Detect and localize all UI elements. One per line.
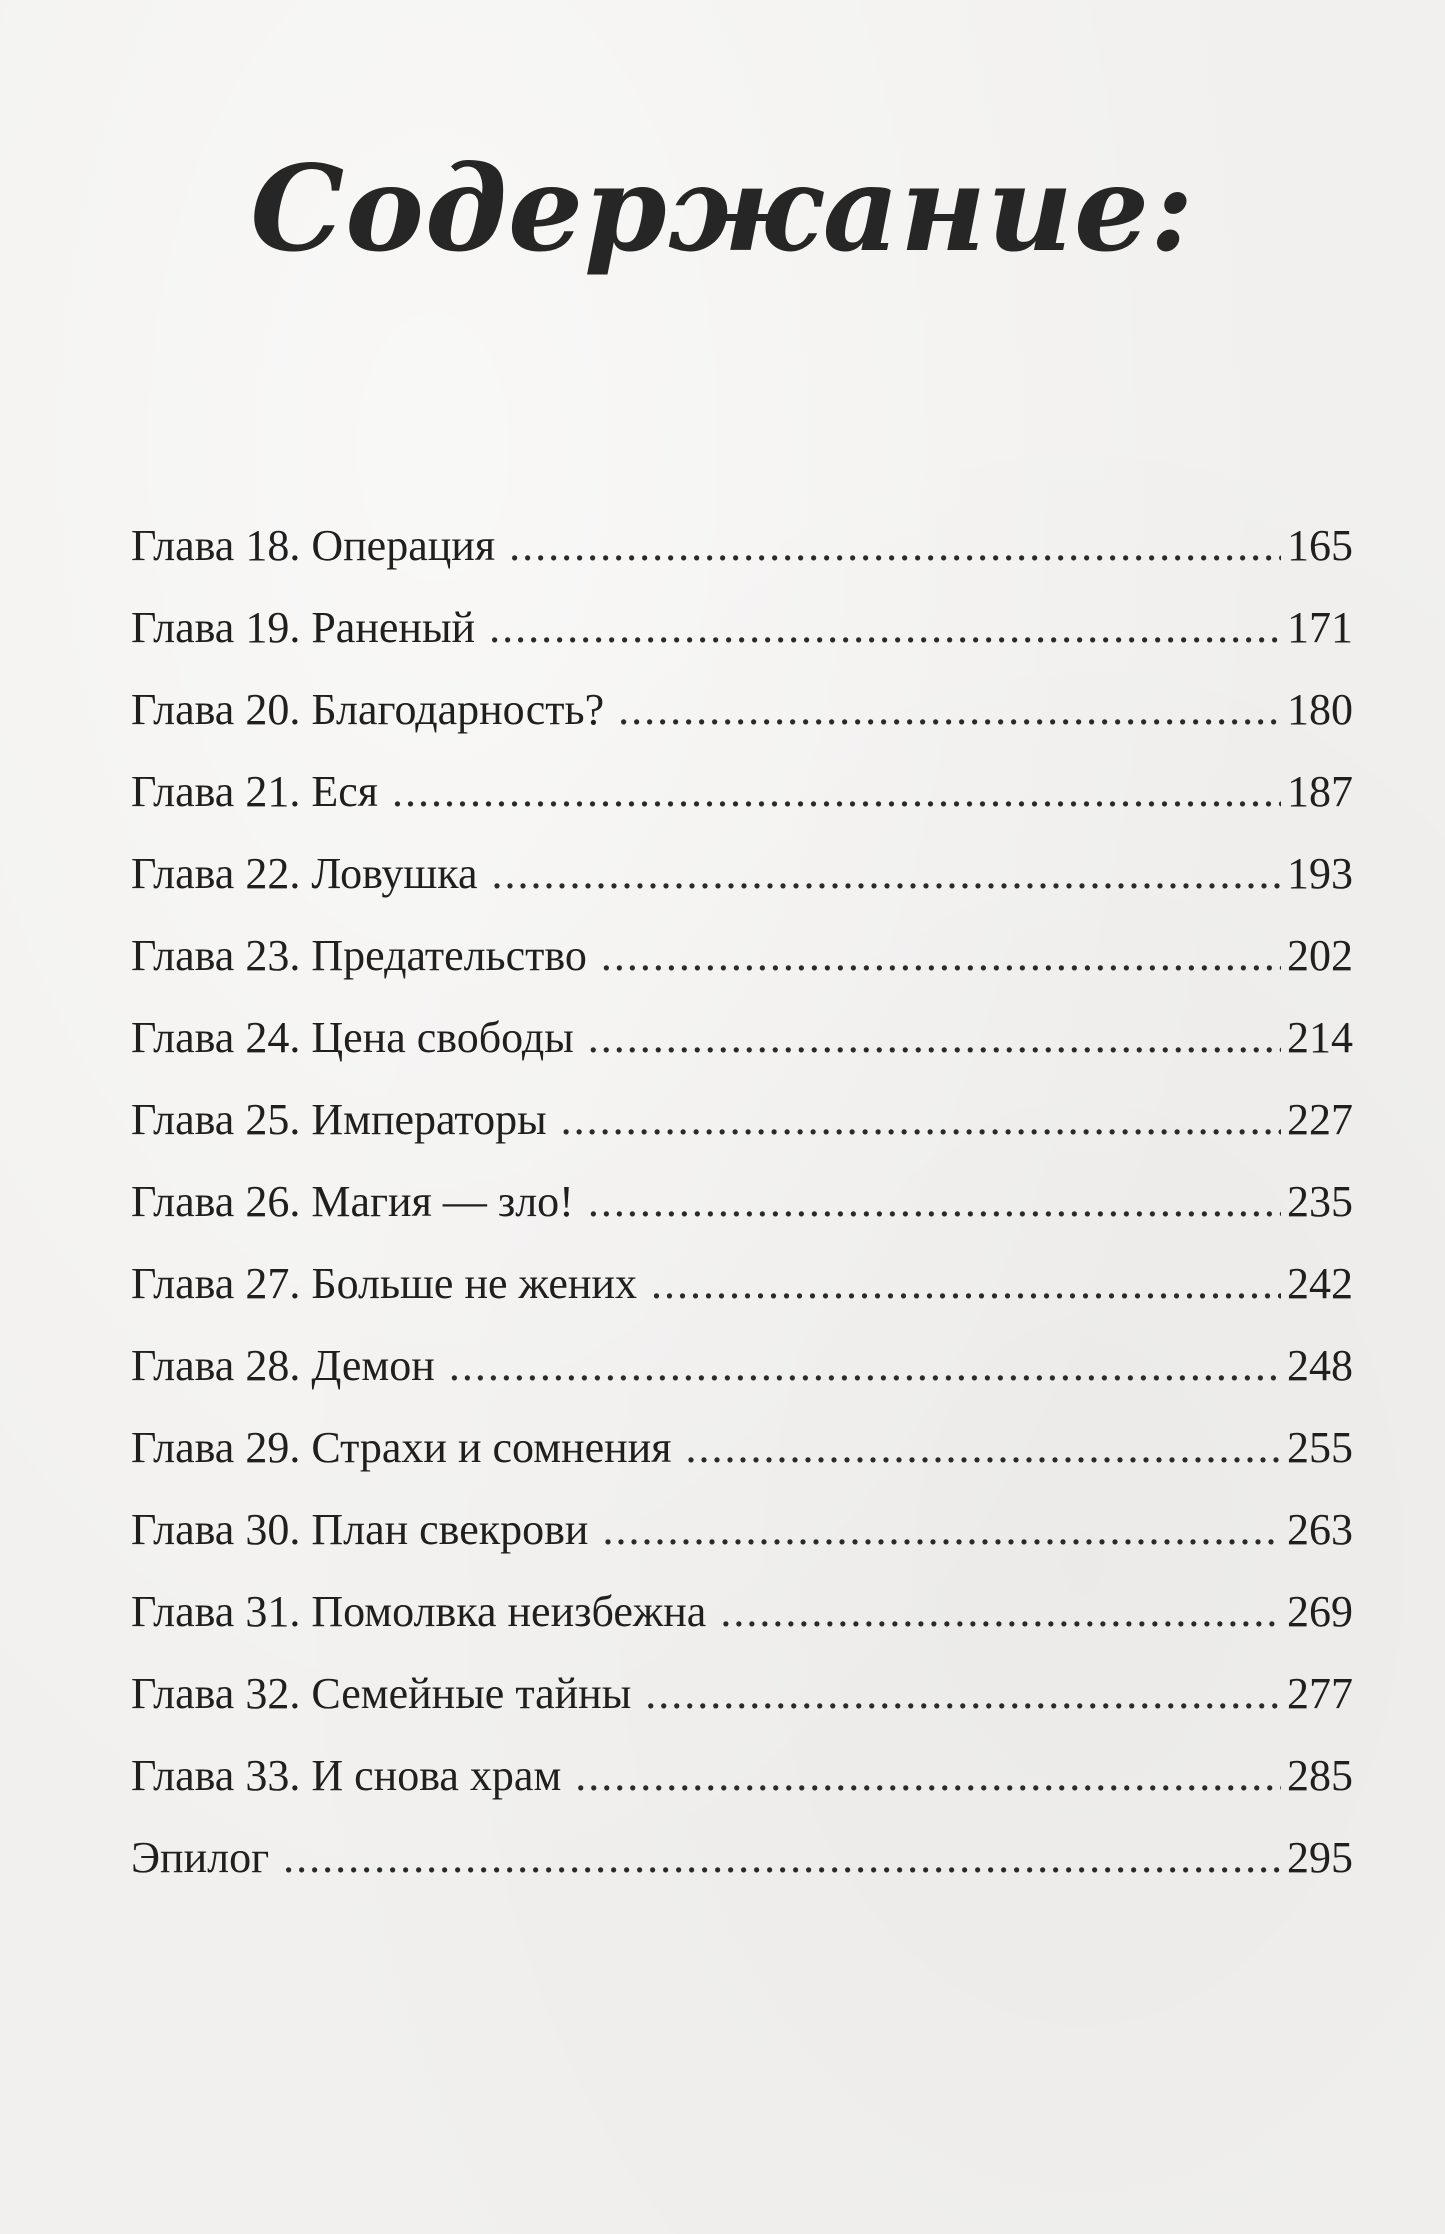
toc-entry-label: Глава 20. Благодарность? xyxy=(131,685,605,734)
toc-entry-label: Глава 32. Семейные тайны xyxy=(131,1669,632,1718)
toc-entry xyxy=(131,587,1353,669)
toc-entry-label: Глава 25. Императоры xyxy=(131,1095,547,1144)
toc-entry-page: 193 xyxy=(1287,849,1353,898)
toc-entry xyxy=(131,505,1353,587)
toc-entry-label: Глава 24. Цена свободы xyxy=(131,1013,574,1062)
toc-entry xyxy=(131,1489,1353,1571)
dot-leader xyxy=(491,833,1281,915)
toc-entry-page: 285 xyxy=(1287,1751,1353,1800)
toc-entry-page: 263 xyxy=(1287,1505,1353,1554)
toc-entry-label: Глава 30. План свекрови xyxy=(131,1505,589,1554)
toc-entry-page: 269 xyxy=(1287,1587,1353,1636)
table-of-contents xyxy=(131,505,1353,1899)
dot-leader xyxy=(685,1407,1281,1489)
dot-leader xyxy=(392,751,1281,833)
page-title: Содержание: xyxy=(250,139,1195,278)
dot-leader xyxy=(561,1079,1281,1161)
dot-leader xyxy=(449,1325,1281,1407)
toc-entry-page: 202 xyxy=(1287,931,1353,980)
toc-entry-label: Глава 23. Предательство xyxy=(131,931,587,980)
toc-entry xyxy=(131,1407,1353,1489)
toc-entry xyxy=(131,669,1353,751)
toc-entry xyxy=(131,1161,1353,1243)
toc-entry-page: 277 xyxy=(1287,1669,1353,1718)
dot-leader xyxy=(588,1161,1281,1243)
toc-entry-page: 187 xyxy=(1287,767,1353,816)
dot-leader xyxy=(645,1653,1281,1735)
dot-leader xyxy=(283,1817,1281,1899)
dot-leader xyxy=(575,1735,1281,1817)
toc-entry-page: 295 xyxy=(1287,1833,1353,1882)
toc-entry xyxy=(131,1325,1353,1407)
dot-leader xyxy=(509,505,1281,587)
toc-entry-page: 242 xyxy=(1287,1259,1353,1308)
toc-entry-label: Глава 22. Ловушка xyxy=(131,849,478,898)
toc-entry xyxy=(131,1079,1353,1161)
toc-entry-label: Глава 31. Помолвка неизбежна xyxy=(131,1587,707,1636)
toc-entry-label: Глава 26. Магия — зло! xyxy=(131,1177,574,1226)
dot-leader xyxy=(651,1243,1281,1325)
toc-entry xyxy=(131,1243,1353,1325)
toc-entry xyxy=(131,833,1353,915)
toc-entry-label: Эпилог xyxy=(131,1833,270,1882)
dot-leader xyxy=(618,669,1281,751)
toc-entry xyxy=(131,997,1353,1079)
dot-leader xyxy=(489,587,1281,669)
toc-entry-page: 165 xyxy=(1287,521,1353,570)
toc-entry-label: Глава 19. Раненый xyxy=(131,603,476,652)
dot-leader xyxy=(601,915,1281,997)
toc-entry xyxy=(131,751,1353,833)
toc-entry xyxy=(131,1817,1353,1899)
toc-entry xyxy=(131,915,1353,997)
toc-entry-page: 171 xyxy=(1287,603,1353,652)
toc-entry-page: 227 xyxy=(1287,1095,1353,1144)
toc-entry xyxy=(131,1653,1353,1735)
toc-entry-label: Глава 27. Больше не жених xyxy=(131,1259,637,1308)
toc-entry-page: 255 xyxy=(1287,1423,1353,1472)
toc-entry-label: Глава 18. Операция xyxy=(131,521,496,570)
toc-entry-label: Глава 29. Страхи и сомнения xyxy=(131,1423,672,1472)
toc-entry-page: 214 xyxy=(1287,1013,1353,1062)
toc-entry-page: 235 xyxy=(1287,1177,1353,1226)
toc-entry-label: Глава 21. Еся xyxy=(131,767,378,816)
toc-entry-page: 180 xyxy=(1287,685,1353,734)
dot-leader xyxy=(720,1571,1281,1653)
toc-entry xyxy=(131,1735,1353,1817)
toc-entry-label: Глава 33. И снова храм xyxy=(131,1751,562,1800)
toc-entry-label: Глава 28. Демон xyxy=(131,1341,435,1390)
toc-entry xyxy=(131,1571,1353,1653)
toc-entry-page: 248 xyxy=(1287,1341,1353,1390)
dot-leader xyxy=(588,997,1281,1079)
dot-leader xyxy=(602,1489,1281,1571)
